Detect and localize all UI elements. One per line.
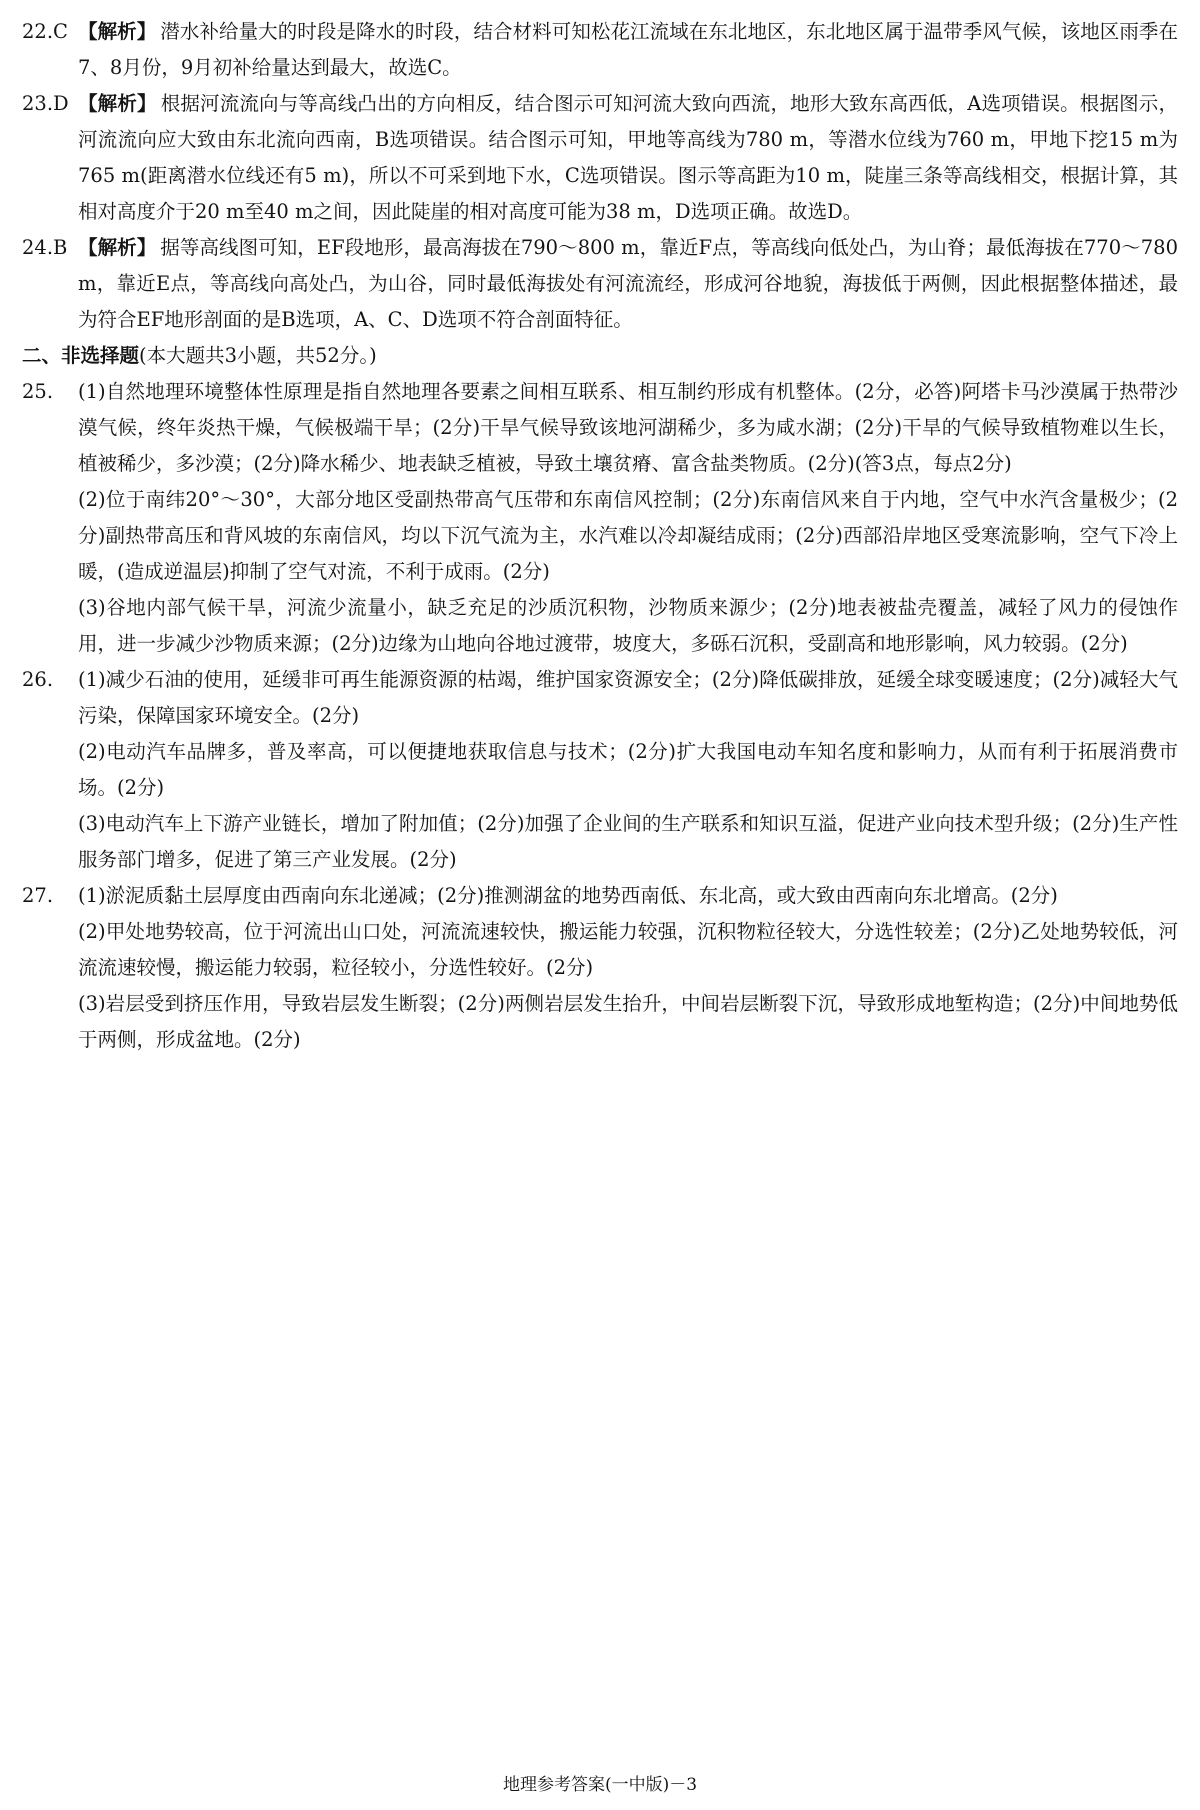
answer-item-23: [22, 86, 1178, 230]
section-note: (本大题共3小题，共52分。): [139, 344, 377, 367]
sub-answer-2: (2)甲处地势较高，位于河流出山口处，河流流速较快，搬运能力较强，沉积物粒径较大，分选性较差；(2分)乙处地势较低，河流流速较慢，搬运能力较弱，粒径较小，分选性较好。(2分): [78, 920, 1178, 979]
question-number: 23.D: [22, 92, 69, 115]
section-title: 二、非选择题: [22, 344, 140, 367]
sub-answer-1: (1)减少石油的使用，延缓非可再生能源资源的枯竭，维护国家资源安全；(2分)降低碳排放，延缓全球变暖速度；(2分)减轻大气污染，保障国家环境安全。(2分): [78, 668, 1178, 727]
sub-answer-2: (2)位于南纬20°～30°，大部分地区受副热带高气压带和东南信风控制；(2分)东南信风来自于内地，空气中水汽含量极少；(2分)副热带高压和背风坡的东南信风，均以下沉气流为主，水汽难以冷却凝结成雨；(2分)西部沿岸地区受寒流影响，空气下冷上暖，(造成逆温层)抑制了空气对流，不利于成雨。(2分): [78, 488, 1178, 583]
question-number: 27.: [22, 884, 54, 907]
answer-item-26: [22, 662, 1178, 878]
sub-answer-3: (3)电动汽车上下游产业链长，增加了附加值；(2分)加强了企业间的生产联系和知识互溢，促进产业向技术型升级；(2分)生产性服务部门增多，促进了第三产业发展。(2分): [78, 812, 1178, 871]
sub-answer-1: (1)淤泥质黏土层厚度由西南向东北递减；(2分)推测湖盆的地势西南低、东北高，或大致由西南向东北增高。(2分): [78, 884, 1058, 907]
analysis-tag: 【解析】: [78, 236, 157, 259]
answer-item-27: [22, 878, 1178, 1058]
sub-answer-3: (3)岩层受到挤压作用，导致岩层发生断裂；(2分)两侧岩层发生抬升，中间岩层断裂下沉，导致形成地堑构造；(2分)中间地势低于两侧，形成盆地。(2分): [78, 992, 1178, 1051]
question-number: 24.B: [22, 236, 68, 259]
section-heading: [22, 338, 1178, 374]
analysis-tag: 【解析】: [78, 20, 157, 43]
answer-text: 潜水补给量大的时段是降水的时段，结合材料可知松花江流域在东北地区，东北地区属于温带季风气候，该地区雨季在7、8月份，9月初补给量达到最大，故选C。: [78, 20, 1178, 79]
page-footer: 地理参考答案(一中版)－3: [502, 1775, 698, 1795]
answer-text: 根据河流流向与等高线凸出的方向相反，结合图示可知河流大致向西流，地形大致东高西低，A选项错误。根据图示，河流流向应大致由东北流向西南，B选项错误。结合图示可知，甲地等高线为780 m，等潜水位线为760 m，甲地下挖15 m为765 m(距离潜水位线还有5 m)，所以不可采到地下水，C选项错误。图示等高距为10 m，陡崖三条等高线相交，根据计算，其相对高度介于20 m至40 m之间，因此陡崖的相对高度可能为38 m，D选项正确。故选D。: [78, 92, 1178, 223]
question-number: 22.C: [22, 20, 68, 43]
answer-item-25: [22, 374, 1178, 662]
answer-item-22: [22, 14, 1178, 86]
question-number: 26.: [22, 668, 54, 691]
answer-page: [22, 14, 1178, 1058]
answer-item-24: [22, 230, 1178, 338]
question-number: 25.: [22, 380, 54, 403]
sub-answer-2: (2)电动汽车品牌多，普及率高，可以便捷地获取信息与技术；(2分)扩大我国电动车知名度和影响力，从而有利于拓展消费市场。(2分): [78, 740, 1178, 799]
sub-answer-3: (3)谷地内部气候干旱，河流少流量小，缺乏充足的沙质沉积物，沙物质来源少；(2分)地表被盐壳覆盖，减轻了风力的侵蚀作用，进一步减少沙物质来源；(2分)边缘为山地向谷地过渡带，坡度大，多砾石沉积，受副高和地形影响，风力较弱。(2分): [78, 596, 1178, 655]
sub-answer-1: (1)自然地理环境整体性原理是指自然地理各要素之间相互联系、相互制约形成有机整体。(2分，必答)阿塔卡马沙漠属于热带沙漠气候，终年炎热干燥，气候极端干旱；(2分)干旱气候导致该地河湖稀少，多为咸水湖；(2分)干旱的气候导致植物难以生长，植被稀少，多沙漠；(2分)降水稀少、地表缺乏植被，导致土壤贫瘠、富含盐类物质。(2分)(答3点，每点2分): [78, 380, 1178, 475]
answer-text: 据等高线图可知，EF段地形，最高海拔在790～800 m，靠近F点，等高线向低处凸，为山脊；最低海拔在770～780 m，靠近E点，等高线向高处凸，为山谷，同时最低海拔处有河流流经，形成河谷地貌，海拔低于两侧，因此根据整体描述，最为符合EF地形剖面的是B选项，A、C、D选项不符合剖面特征。: [78, 236, 1178, 331]
analysis-tag: 【解析】: [78, 92, 157, 115]
